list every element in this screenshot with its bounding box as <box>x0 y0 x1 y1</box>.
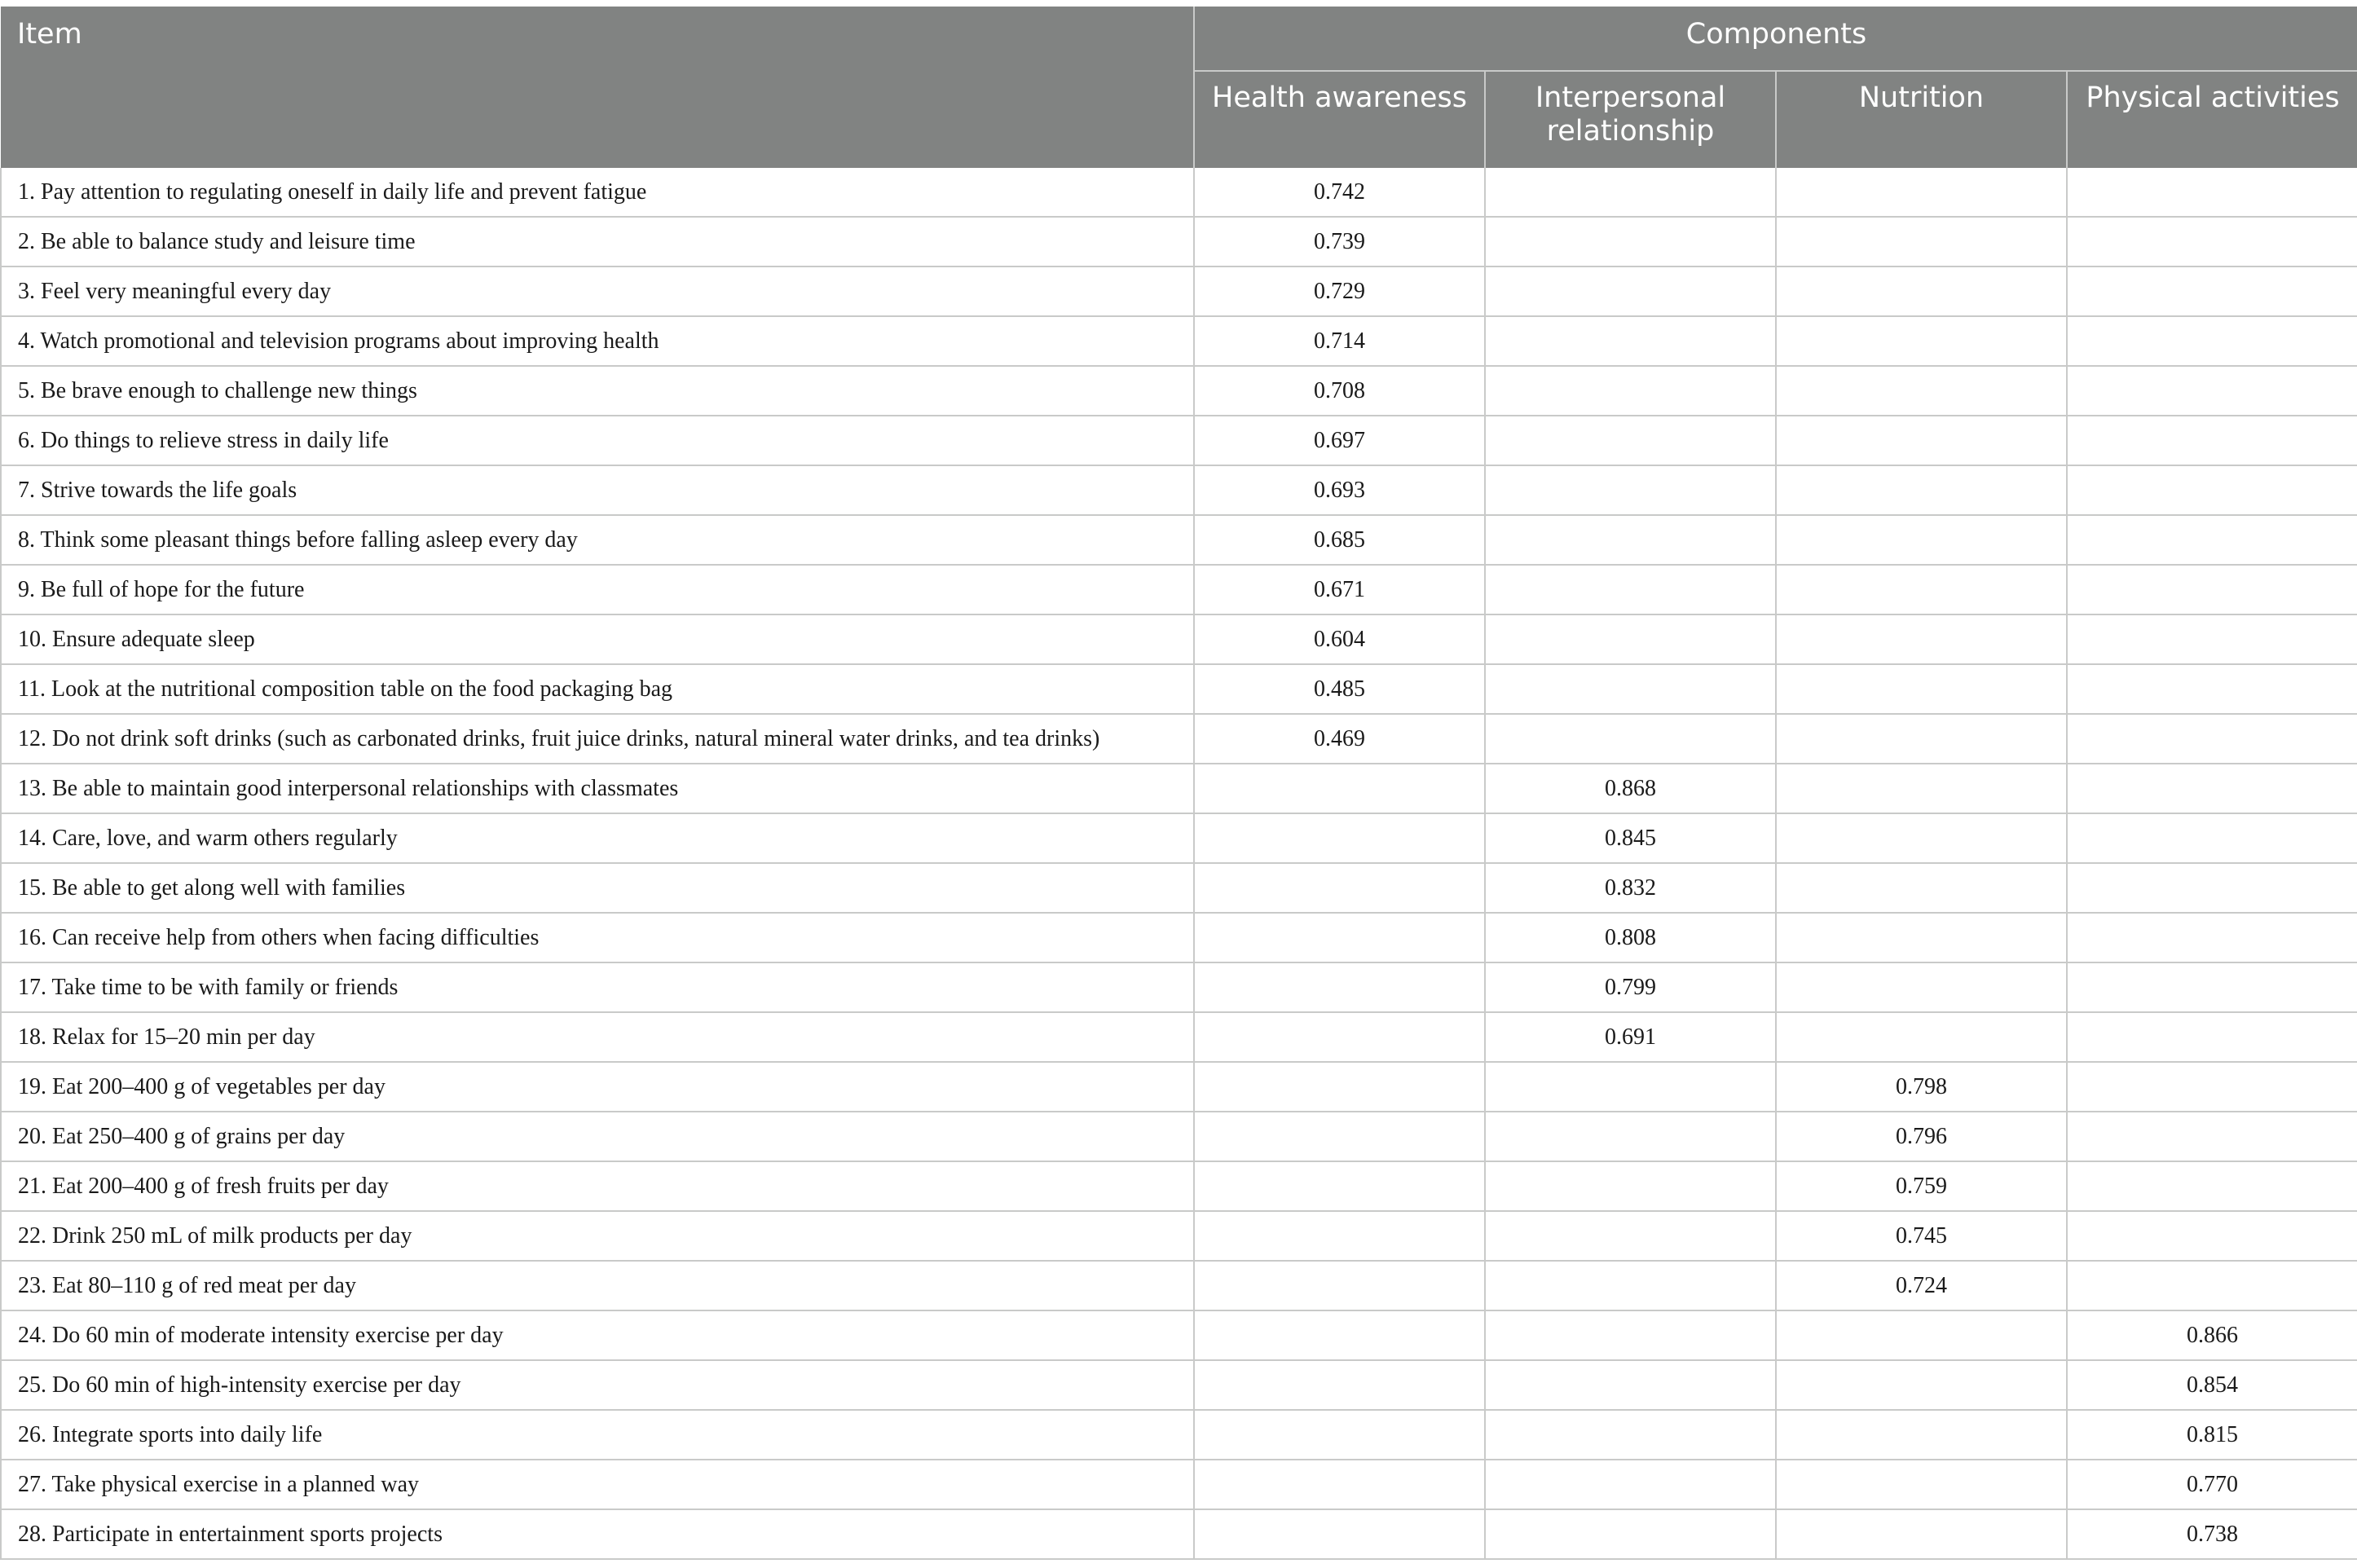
loading-cell-nutrition: 0.724 <box>1776 1261 2067 1310</box>
loading-cell-health-awareness: 0.485 <box>1194 664 1485 714</box>
item-cell: 6. Do things to relieve stress in daily life <box>1 416 1194 465</box>
loading-cell-interpersonal-relationship <box>1485 1161 1776 1211</box>
loading-cell-health-awareness: 0.729 <box>1194 266 1485 316</box>
loading-cell-physical-activities <box>2067 366 2357 416</box>
loading-cell-nutrition <box>1776 863 2067 913</box>
item-cell: 9. Be full of hope for the future <box>1 565 1194 614</box>
loading-cell-nutrition <box>1776 168 2067 217</box>
loading-cell-physical-activities <box>2067 168 2357 217</box>
loading-cell-health-awareness <box>1194 1112 1485 1161</box>
loading-cell-interpersonal-relationship: 0.832 <box>1485 863 1776 913</box>
loading-cell-interpersonal-relationship <box>1485 168 1776 217</box>
loading-cell-interpersonal-relationship <box>1485 266 1776 316</box>
loading-cell-health-awareness <box>1194 1310 1485 1360</box>
loading-cell-physical-activities <box>2067 1112 2357 1161</box>
loading-cell-interpersonal-relationship <box>1485 1360 1776 1410</box>
table-row <box>1 168 2357 217</box>
loading-cell-nutrition <box>1776 1509 2067 1559</box>
loading-cell-health-awareness <box>1194 1509 1485 1559</box>
loading-cell-physical-activities <box>2067 813 2357 863</box>
table-row <box>1 1062 2357 1112</box>
table-row <box>1 1211 2357 1261</box>
loading-cell-health-awareness <box>1194 1360 1485 1410</box>
loading-cell-nutrition <box>1776 764 2067 813</box>
factor-loadings-table <box>0 7 2357 1560</box>
table-row <box>1 1310 2357 1360</box>
loading-cell-interpersonal-relationship <box>1485 217 1776 266</box>
loading-cell-interpersonal-relationship <box>1485 316 1776 366</box>
loading-cell-health-awareness <box>1194 1410 1485 1460</box>
loading-cell-interpersonal-relationship <box>1485 1261 1776 1310</box>
item-cell: 5. Be brave enough to challenge new things <box>1 366 1194 416</box>
loading-cell-interpersonal-relationship: 0.868 <box>1485 764 1776 813</box>
loading-cell-health-awareness <box>1194 813 1485 863</box>
table-row <box>1 465 2357 515</box>
loading-cell-health-awareness: 0.685 <box>1194 515 1485 565</box>
loading-cell-health-awareness <box>1194 1211 1485 1261</box>
loading-cell-nutrition: 0.745 <box>1776 1211 2067 1261</box>
table-header <box>1 7 2357 168</box>
loading-cell-nutrition <box>1776 1360 2067 1410</box>
item-cell: 17. Take time to be with family or friends <box>1 962 1194 1012</box>
table-row <box>1 1360 2357 1410</box>
item-cell: 16. Can receive help from others when facing difficulties <box>1 913 1194 962</box>
item-cell: 4. Watch promotional and television programs about improving health <box>1 316 1194 366</box>
loading-cell-health-awareness <box>1194 962 1485 1012</box>
loading-cell-interpersonal-relationship: 0.808 <box>1485 913 1776 962</box>
item-cell: 3. Feel very meaningful every day <box>1 266 1194 316</box>
column-header-health-awareness: Health awareness <box>1194 71 1485 168</box>
loading-cell-physical-activities <box>2067 714 2357 764</box>
loading-cell-interpersonal-relationship <box>1485 664 1776 714</box>
loading-cell-health-awareness: 0.742 <box>1194 168 1485 217</box>
loading-cell-interpersonal-relationship <box>1485 1509 1776 1559</box>
loading-cell-health-awareness <box>1194 1012 1485 1062</box>
loading-cell-interpersonal-relationship <box>1485 714 1776 764</box>
item-cell: 7. Strive towards the life goals <box>1 465 1194 515</box>
loading-cell-nutrition <box>1776 813 2067 863</box>
item-cell: 10. Ensure adequate sleep <box>1 614 1194 664</box>
table-row <box>1 1112 2357 1161</box>
loading-cell-health-awareness: 0.739 <box>1194 217 1485 266</box>
table-row <box>1 813 2357 863</box>
loading-cell-health-awareness: 0.697 <box>1194 416 1485 465</box>
table-row <box>1 1161 2357 1211</box>
item-cell: 1. Pay attention to regulating oneself in daily life and prevent fatigue <box>1 168 1194 217</box>
table-row <box>1 217 2357 266</box>
table-row <box>1 1410 2357 1460</box>
loading-cell-health-awareness <box>1194 1062 1485 1112</box>
loading-cell-interpersonal-relationship <box>1485 465 1776 515</box>
table-row <box>1 1261 2357 1310</box>
loading-cell-interpersonal-relationship <box>1485 1410 1776 1460</box>
column-header-interpersonal-relationship: Interpersonal relationship <box>1485 71 1776 168</box>
item-cell: 13. Be able to maintain good interpersonal relationships with classmates <box>1 764 1194 813</box>
loading-cell-health-awareness <box>1194 863 1485 913</box>
item-cell: 14. Care, love, and warm others regularly <box>1 813 1194 863</box>
loading-cell-interpersonal-relationship: 0.691 <box>1485 1012 1776 1062</box>
loading-cell-interpersonal-relationship <box>1485 366 1776 416</box>
loading-cell-physical-activities: 0.866 <box>2067 1310 2357 1360</box>
loading-cell-nutrition <box>1776 515 2067 565</box>
loading-cell-interpersonal-relationship <box>1485 515 1776 565</box>
table-row <box>1 962 2357 1012</box>
loading-cell-nutrition <box>1776 664 2067 714</box>
item-cell: 22. Drink 250 mL of milk products per day <box>1 1211 1194 1261</box>
loading-cell-health-awareness: 0.671 <box>1194 565 1485 614</box>
loading-cell-physical-activities: 0.770 <box>2067 1460 2357 1509</box>
loading-cell-health-awareness: 0.693 <box>1194 465 1485 515</box>
loading-cell-interpersonal-relationship <box>1485 614 1776 664</box>
loading-cell-interpersonal-relationship <box>1485 565 1776 614</box>
item-cell: 18. Relax for 15–20 min per day <box>1 1012 1194 1062</box>
loading-cell-health-awareness <box>1194 1460 1485 1509</box>
table-row <box>1 266 2357 316</box>
column-header-nutrition: Nutrition <box>1776 71 2067 168</box>
loading-cell-interpersonal-relationship: 0.799 <box>1485 962 1776 1012</box>
table-row <box>1 913 2357 962</box>
loading-cell-physical-activities <box>2067 614 2357 664</box>
loading-cell-nutrition <box>1776 1460 2067 1509</box>
item-cell: 21. Eat 200–400 g of fresh fruits per day <box>1 1161 1194 1211</box>
loading-cell-health-awareness: 0.714 <box>1194 316 1485 366</box>
loading-cell-physical-activities <box>2067 266 2357 316</box>
item-cell: 27. Take physical exercise in a planned way <box>1 1460 1194 1509</box>
table-row <box>1 1012 2357 1062</box>
loading-cell-nutrition <box>1776 266 2067 316</box>
table-body <box>1 168 2357 1559</box>
loading-cell-health-awareness: 0.604 <box>1194 614 1485 664</box>
loading-cell-health-awareness <box>1194 913 1485 962</box>
loading-cell-nutrition: 0.759 <box>1776 1161 2067 1211</box>
loading-cell-nutrition <box>1776 1310 2067 1360</box>
loading-cell-health-awareness <box>1194 764 1485 813</box>
loading-cell-physical-activities: 0.854 <box>2067 1360 2357 1410</box>
table-row <box>1 366 2357 416</box>
loading-cell-physical-activities <box>2067 913 2357 962</box>
item-column-header: Item <box>1 7 1194 168</box>
loading-cell-physical-activities <box>2067 1211 2357 1261</box>
item-cell: 12. Do not drink soft drinks (such as carbonated drinks, fruit juice drinks, natural mineral water drinks, and tea drinks) <box>1 714 1194 764</box>
table-row <box>1 764 2357 813</box>
loading-cell-interpersonal-relationship: 0.845 <box>1485 813 1776 863</box>
item-cell: 11. Look at the nutritional composition table on the food packaging bag <box>1 664 1194 714</box>
components-group-header: Components <box>1194 7 2357 71</box>
table-row <box>1 664 2357 714</box>
loading-cell-nutrition <box>1776 913 2067 962</box>
loading-cell-interpersonal-relationship <box>1485 1062 1776 1112</box>
item-cell: 24. Do 60 min of moderate intensity exercise per day <box>1 1310 1194 1360</box>
header-row-top <box>1 7 2357 71</box>
table-row <box>1 1460 2357 1509</box>
item-cell: 15. Be able to get along well with families <box>1 863 1194 913</box>
loading-cell-physical-activities <box>2067 416 2357 465</box>
loading-cell-physical-activities <box>2067 1062 2357 1112</box>
loading-cell-interpersonal-relationship <box>1485 1310 1776 1360</box>
loading-cell-physical-activities <box>2067 664 2357 714</box>
loading-cell-physical-activities <box>2067 764 2357 813</box>
loading-cell-physical-activities <box>2067 1012 2357 1062</box>
loading-cell-health-awareness <box>1194 1261 1485 1310</box>
loading-cell-physical-activities <box>2067 863 2357 913</box>
loading-cell-nutrition <box>1776 714 2067 764</box>
table-row <box>1 863 2357 913</box>
loading-cell-physical-activities <box>2067 217 2357 266</box>
item-cell: 19. Eat 200–400 g of vegetables per day <box>1 1062 1194 1112</box>
loading-cell-physical-activities <box>2067 962 2357 1012</box>
loading-cell-physical-activities <box>2067 515 2357 565</box>
table-row <box>1 714 2357 764</box>
table-row <box>1 1509 2357 1559</box>
loading-cell-physical-activities <box>2067 465 2357 515</box>
table-row <box>1 614 2357 664</box>
loading-cell-nutrition <box>1776 217 2067 266</box>
table-row <box>1 416 2357 465</box>
loading-cell-physical-activities <box>2067 316 2357 366</box>
loading-cell-physical-activities <box>2067 1261 2357 1310</box>
loading-cell-interpersonal-relationship <box>1485 1211 1776 1261</box>
loading-cell-nutrition: 0.796 <box>1776 1112 2067 1161</box>
loading-cell-health-awareness: 0.469 <box>1194 714 1485 764</box>
loading-cell-interpersonal-relationship <box>1485 416 1776 465</box>
item-cell: 28. Participate in entertainment sports projects <box>1 1509 1194 1559</box>
loading-cell-nutrition <box>1776 565 2067 614</box>
loading-cell-nutrition <box>1776 465 2067 515</box>
loading-cell-health-awareness: 0.708 <box>1194 366 1485 416</box>
table-row <box>1 565 2357 614</box>
loading-cell-nutrition: 0.798 <box>1776 1062 2067 1112</box>
loading-cell-physical-activities <box>2067 565 2357 614</box>
loading-cell-interpersonal-relationship <box>1485 1460 1776 1509</box>
loading-cell-nutrition <box>1776 366 2067 416</box>
loading-cell-nutrition <box>1776 316 2067 366</box>
loading-cell-nutrition <box>1776 1012 2067 1062</box>
item-cell: 25. Do 60 min of high-intensity exercise per day <box>1 1360 1194 1410</box>
loading-cell-nutrition <box>1776 416 2067 465</box>
item-cell: 8. Think some pleasant things before falling asleep every day <box>1 515 1194 565</box>
loading-cell-physical-activities <box>2067 1161 2357 1211</box>
loading-cell-physical-activities: 0.738 <box>2067 1509 2357 1559</box>
item-cell: 2. Be able to balance study and leisure time <box>1 217 1194 266</box>
table-row <box>1 316 2357 366</box>
table-row <box>1 515 2357 565</box>
loading-cell-nutrition <box>1776 1410 2067 1460</box>
loading-cell-interpersonal-relationship <box>1485 1112 1776 1161</box>
loading-cell-nutrition <box>1776 962 2067 1012</box>
loading-cell-nutrition <box>1776 614 2067 664</box>
loading-cell-health-awareness <box>1194 1161 1485 1211</box>
item-cell: 20. Eat 250–400 g of grains per day <box>1 1112 1194 1161</box>
item-cell: 23. Eat 80–110 g of red meat per day <box>1 1261 1194 1310</box>
loading-cell-physical-activities: 0.815 <box>2067 1410 2357 1460</box>
column-header-physical-activities: Physical activities <box>2067 71 2357 168</box>
item-cell: 26. Integrate sports into daily life <box>1 1410 1194 1460</box>
